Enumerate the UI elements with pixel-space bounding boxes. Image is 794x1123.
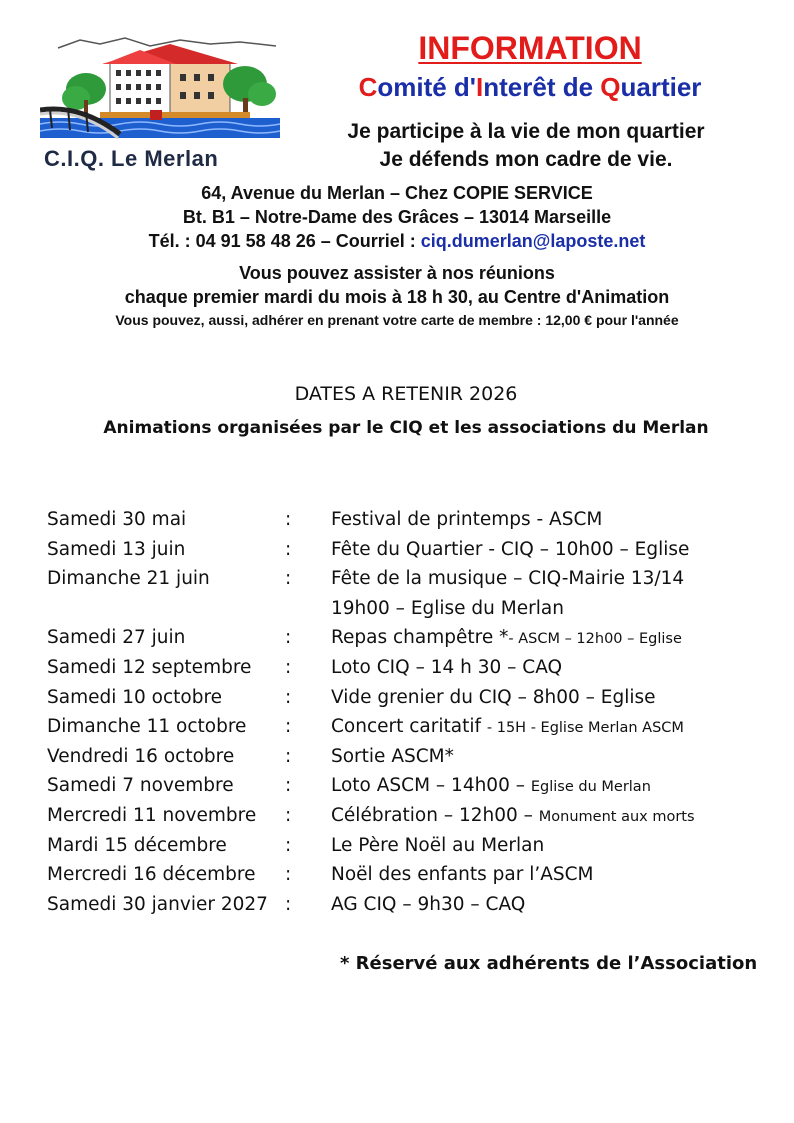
meetings-line-2: chaque premier mardi du mois à 18 h 30, au Centre d'Animation bbox=[124, 287, 670, 307]
events-list bbox=[47, 505, 787, 919]
event-description bbox=[331, 742, 454, 774]
event-description-detail: Monument aux morts bbox=[538, 808, 695, 825]
address-line-2: Bt. B1 – Notre-Dame des Grâces – 13014 Marseille bbox=[182, 207, 612, 227]
event-separator: : bbox=[285, 627, 292, 649]
event-description bbox=[331, 535, 689, 567]
event-row bbox=[47, 860, 787, 890]
event-separator: : bbox=[285, 538, 292, 560]
event-description bbox=[331, 801, 695, 833]
motto-line-1: Je participe à la vie de mon quartier bbox=[347, 120, 705, 143]
phone-text: Tél. : 04 91 58 48 26 – Courriel : bbox=[148, 231, 421, 251]
committee-letter-i: I bbox=[476, 72, 484, 102]
event-date: Mardi 15 décembre bbox=[47, 834, 227, 856]
event-date: Samedi 13 juin bbox=[47, 538, 186, 560]
event-description bbox=[331, 564, 684, 596]
event-row bbox=[47, 831, 787, 861]
email-link[interactable]: ciq.dumerlan@laposte.net bbox=[420, 231, 646, 251]
event-row bbox=[47, 535, 787, 565]
event-description-main: Célébration – 12h00 – bbox=[331, 804, 539, 826]
event-date: Samedi 27 juin bbox=[47, 627, 186, 649]
committee-text-3: uartier bbox=[620, 72, 702, 102]
event-description-main: Fête du Quartier - CIQ – 10h00 – Eglise bbox=[331, 538, 690, 560]
event-description bbox=[331, 594, 564, 626]
event-description bbox=[331, 683, 656, 715]
event-separator: : bbox=[285, 656, 292, 678]
event-row bbox=[47, 505, 787, 535]
event-date: Samedi 12 septembre bbox=[47, 656, 252, 678]
event-description-main: Noël des enfants par l’ASCM bbox=[331, 864, 594, 886]
event-description-main: Le Père Noël au Merlan bbox=[331, 834, 545, 856]
event-description bbox=[331, 712, 684, 744]
footnote: * Réservé aux adhérents de l’Association bbox=[340, 953, 758, 974]
event-date: Vendredi 16 octobre bbox=[47, 745, 235, 767]
motto-line-2: Je défends mon cadre de vie. bbox=[379, 148, 673, 171]
event-separator: : bbox=[285, 893, 292, 915]
dates-subtitle: Animations organisées par le CIQ et les associations du Merlan bbox=[103, 418, 709, 438]
event-row bbox=[47, 564, 787, 594]
event-description-detail: Eglise du Merlan bbox=[530, 779, 651, 796]
membership-line: Vous pouvez, aussi, adhérer en prenant votre carte de membre : 12,00 € pour l'année bbox=[115, 312, 679, 328]
event-description-main: Sortie ASCM* bbox=[331, 745, 454, 767]
event-description-main: Concert caritatif bbox=[331, 716, 487, 738]
event-description-main: Repas champêtre * bbox=[331, 627, 509, 649]
event-description bbox=[331, 890, 525, 922]
event-row bbox=[47, 771, 787, 801]
event-description-detail: - 15H - Eglise Merlan ASCM bbox=[486, 720, 684, 737]
event-description bbox=[331, 505, 602, 537]
ciq-logo-illustration bbox=[40, 34, 280, 144]
event-separator: : bbox=[285, 834, 292, 856]
event-description bbox=[331, 653, 562, 685]
event-description-main: Fête de la musique – CIQ-Mairie 13/14 bbox=[331, 568, 685, 590]
event-row bbox=[47, 890, 787, 920]
event-row bbox=[47, 653, 787, 683]
address-block bbox=[0, 181, 794, 253]
event-row bbox=[47, 594, 787, 624]
event-row bbox=[47, 801, 787, 831]
event-date: Mercredi 16 décembre bbox=[47, 864, 256, 886]
event-description bbox=[331, 831, 544, 863]
event-description bbox=[331, 623, 682, 655]
event-date: Samedi 7 novembre bbox=[47, 775, 234, 797]
event-date: Dimanche 21 juin bbox=[47, 568, 210, 590]
page-title: INFORMATION bbox=[418, 30, 642, 66]
event-description-main: Loto CIQ – 14 h 30 – CAQ bbox=[331, 656, 563, 678]
meetings-line-1: Vous pouvez assister à nos réunions bbox=[239, 263, 555, 283]
event-separator: : bbox=[285, 568, 292, 590]
event-separator: : bbox=[285, 864, 292, 886]
committee-letter-q: Q bbox=[600, 72, 621, 102]
event-description bbox=[331, 771, 651, 803]
dates-title: DATES A RETENIR 2026 bbox=[294, 383, 518, 405]
event-separator: : bbox=[285, 686, 292, 708]
event-description-main: 19h00 – Eglise du Merlan bbox=[331, 597, 564, 619]
event-date: Mercredi 11 novembre bbox=[47, 804, 257, 826]
event-description-main: AG CIQ – 9h30 – CAQ bbox=[331, 893, 526, 915]
committee-name bbox=[300, 72, 760, 103]
event-date: Samedi 30 janvier 2027 bbox=[47, 893, 268, 915]
event-row bbox=[47, 623, 787, 653]
committee-letter-c: C bbox=[358, 72, 378, 102]
motto bbox=[296, 118, 756, 174]
event-description-main: Loto ASCM – 14h00 – bbox=[331, 775, 531, 797]
event-description-detail: - ASCM – 12h00 – Eglise bbox=[508, 631, 682, 648]
event-date: Dimanche 11 octobre bbox=[47, 716, 247, 738]
event-description bbox=[331, 860, 594, 892]
event-row bbox=[47, 742, 787, 772]
meetings-block bbox=[0, 261, 794, 331]
event-row bbox=[47, 712, 787, 742]
event-description-main: Festival de printemps - ASCM bbox=[331, 509, 603, 530]
event-row bbox=[47, 683, 787, 713]
event-date: Samedi 30 mai bbox=[47, 509, 187, 530]
event-date: Samedi 10 octobre bbox=[47, 686, 223, 708]
committee-text-1: omité d' bbox=[377, 72, 476, 102]
committee-text-2: nterêt de bbox=[483, 72, 601, 102]
contact-line bbox=[0, 229, 794, 253]
event-description-main: Vide grenier du CIQ – 8h00 – Eglise bbox=[331, 686, 656, 708]
event-separator: : bbox=[285, 745, 292, 767]
event-separator: : bbox=[285, 804, 292, 826]
event-separator: : bbox=[285, 775, 292, 797]
event-separator: : bbox=[285, 716, 292, 738]
logo-caption: C.I.Q. Le Merlan bbox=[44, 146, 219, 171]
event-separator: : bbox=[285, 509, 292, 530]
address-line-1: 64, Avenue du Merlan – Chez COPIE SERVICE bbox=[201, 183, 593, 203]
